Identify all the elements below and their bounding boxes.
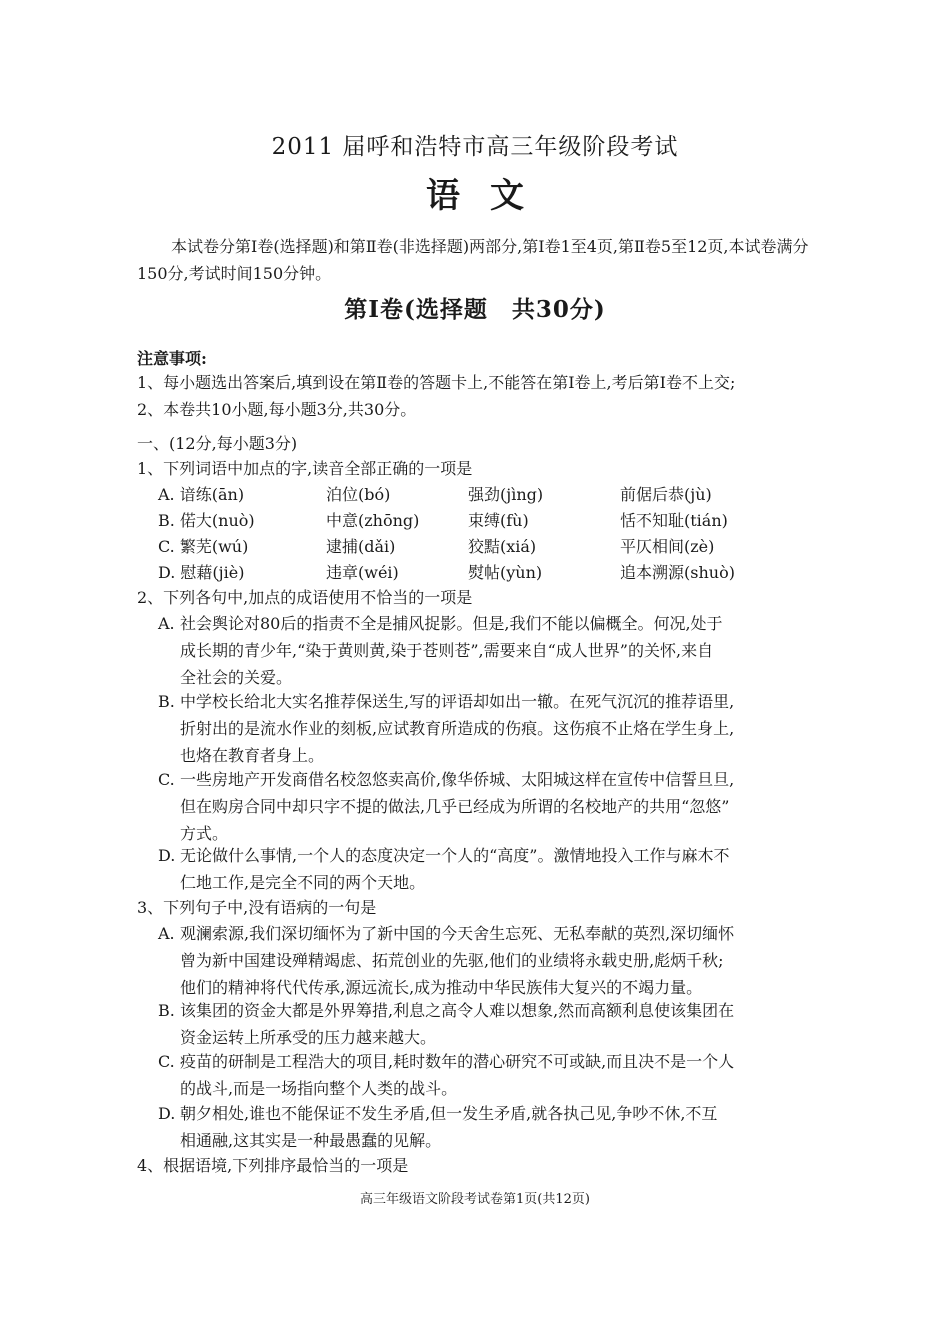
option-label: B. xyxy=(158,1001,175,1020)
option-line: 一些房地产开发商借名校忽悠卖高价,像华侨城、太阳城这样在宣传中信誓旦旦, xyxy=(180,770,735,789)
note-item: 2、本卷共10小题,每小题3分,共30分。 xyxy=(137,400,417,419)
option-line: 的战斗,而是一场指向整个人类的战斗。 xyxy=(180,1079,458,1098)
option-line: 也烙在教育者身上。 xyxy=(180,746,325,765)
option-line: 折射出的是流水作业的刻板,应试教育所造成的伤痕。这伤痕不止烙在学生身上, xyxy=(180,719,735,738)
option-label: A. xyxy=(158,614,175,633)
intro-paragraph: 本试卷分第Ⅰ卷(选择题)和第Ⅱ卷(非选择题)两部分,第Ⅰ卷1至4页,第Ⅱ卷5至12页,本试卷满分150分,考试时间150分钟。 xyxy=(137,237,809,283)
q3-option-b xyxy=(158,997,818,1051)
q3-option-a xyxy=(158,920,818,1001)
option-label: B. xyxy=(158,692,175,711)
q1-option-a-word1: A. 谙练(ān) xyxy=(158,485,245,504)
option-line: 仁地工作,是完全不同的两个天地。 xyxy=(180,873,426,892)
q3-option-c xyxy=(158,1048,818,1102)
option-line: 方式。 xyxy=(180,824,229,843)
option-label: D. xyxy=(158,1104,176,1123)
option-line: 该集团的资金大都是外界筹措,利息之高令人难以想象,然而高额利息使该集团在 xyxy=(180,1001,735,1020)
option-label: D. xyxy=(158,846,176,865)
option-line: 社会舆论对80后的指责不全是捕风捉影。但是,我们不能以偏概全。何况,处于 xyxy=(180,614,723,633)
q1-option-c-word1: C. 繁芜(wú) xyxy=(158,537,249,556)
exam-title: 2011 届呼和浩特市高三年级阶段考试 xyxy=(271,134,679,160)
option-line: 朝夕相处,谁也不能保证不发生矛盾,但一发生矛盾,就各执己见,争吵不休,不互 xyxy=(180,1104,718,1123)
option-line: 中学校长给北大实名推荐保送生,写的评语却如出一辙。在死气沉沉的推荐语里, xyxy=(180,692,735,711)
option-line: 无论做什么事情,一个人的态度决定一个人的“高度”。激情地投入工作与麻木不 xyxy=(180,846,730,865)
option-line: 全社会的关爱。 xyxy=(180,668,293,687)
option-line: 相通融,这其实是一种最愚蠢的见解。 xyxy=(180,1131,442,1150)
option-line: 观澜索源,我们深切缅怀为了新中国的今天舍生忘死、无私奉献的英烈,深切缅怀 xyxy=(180,924,735,943)
option-line: 但在购房合同中却只字不提的做法,几乎已经成为所谓的名校地产的共用“忽悠” xyxy=(180,797,730,816)
part-one-title: 第Ⅰ卷(选择题 共30分) xyxy=(344,296,606,323)
q2-option-c xyxy=(158,766,818,847)
q1-option-c-word4: 平仄相间(zè) xyxy=(620,537,715,556)
q1-option-b-word4: 恬不知耻(tián) xyxy=(620,511,728,530)
q1-option-b-word1: B. 偌大(nuò) xyxy=(158,511,255,530)
question-stem: 2、下列各句中,加点的成语使用不恰当的一项是 xyxy=(137,588,473,607)
q2-option-a xyxy=(158,610,818,691)
question-stem: 1、下列词语中加点的字,读音全部正确的一项是 xyxy=(137,459,473,478)
option-label: C. xyxy=(158,1052,175,1071)
q1-option-a-word2: 泊位(bó) xyxy=(326,485,391,504)
note-item: 1、每小题选出答案后,填到设在第Ⅱ卷的答题卡上,不能答在第Ⅰ卷上,考后第Ⅰ卷不上交; xyxy=(137,373,736,392)
q3-option-d xyxy=(158,1100,818,1154)
q1-option-d-word4: 追本溯源(shuò) xyxy=(620,563,735,582)
subject-title: 语文 xyxy=(426,176,554,216)
option-label: A. xyxy=(158,924,175,943)
q1-option-d-word2: 违章(wéi) xyxy=(326,563,399,582)
page-footer: 高三年级语文阶段考试卷第1页(共12页) xyxy=(360,1192,590,1207)
q1-option-c-word3: 狡黠(xiá) xyxy=(468,537,537,556)
q1-option-c-word2: 逮捕(dǎi) xyxy=(326,537,396,556)
option-line: 资金运转上所承受的压力越来越大。 xyxy=(180,1028,437,1047)
q2-option-b xyxy=(158,688,818,769)
notes-heading: 注意事项: xyxy=(137,349,207,368)
section-heading: 一、(12分,每小题3分) xyxy=(137,434,298,453)
q1-option-b-word2: 中意(zhōng) xyxy=(326,511,420,530)
q1-option-a-word3: 强劲(jìng) xyxy=(468,485,544,504)
question-stem: 3、下列句子中,没有语病的一句是 xyxy=(137,898,377,917)
question-stem: 4、根据语境,下列排序最恰当的一项是 xyxy=(137,1156,409,1175)
option-line: 成长期的青少年,“染于黄则黄,染于苍则苍”,需要来自“成人世界”的关怀,来自 xyxy=(180,641,714,660)
option-line: 他们的精神将代代传承,源远流长,成为推动中华民族伟大复兴的不竭力量。 xyxy=(180,978,703,997)
q1-option-a-word4: 前倨后恭(jù) xyxy=(620,485,712,504)
q2-option-d xyxy=(158,842,818,896)
q1-option-d-word1: D. 慰藉(jiè) xyxy=(158,563,245,582)
option-line: 疫苗的研制是工程浩大的项目,耗时数年的潜心研究不可或缺,而且决不是一个人 xyxy=(180,1052,735,1071)
q1-option-d-word3: 熨帖(yùn) xyxy=(468,563,543,582)
option-line: 曾为新中国建设殚精竭虑、拓荒创业的先驱,他们的业绩将永载史册,彪炳千秋; xyxy=(180,951,724,970)
q1-option-b-word3: 束缚(fù) xyxy=(468,511,529,530)
option-label: C. xyxy=(158,770,175,789)
